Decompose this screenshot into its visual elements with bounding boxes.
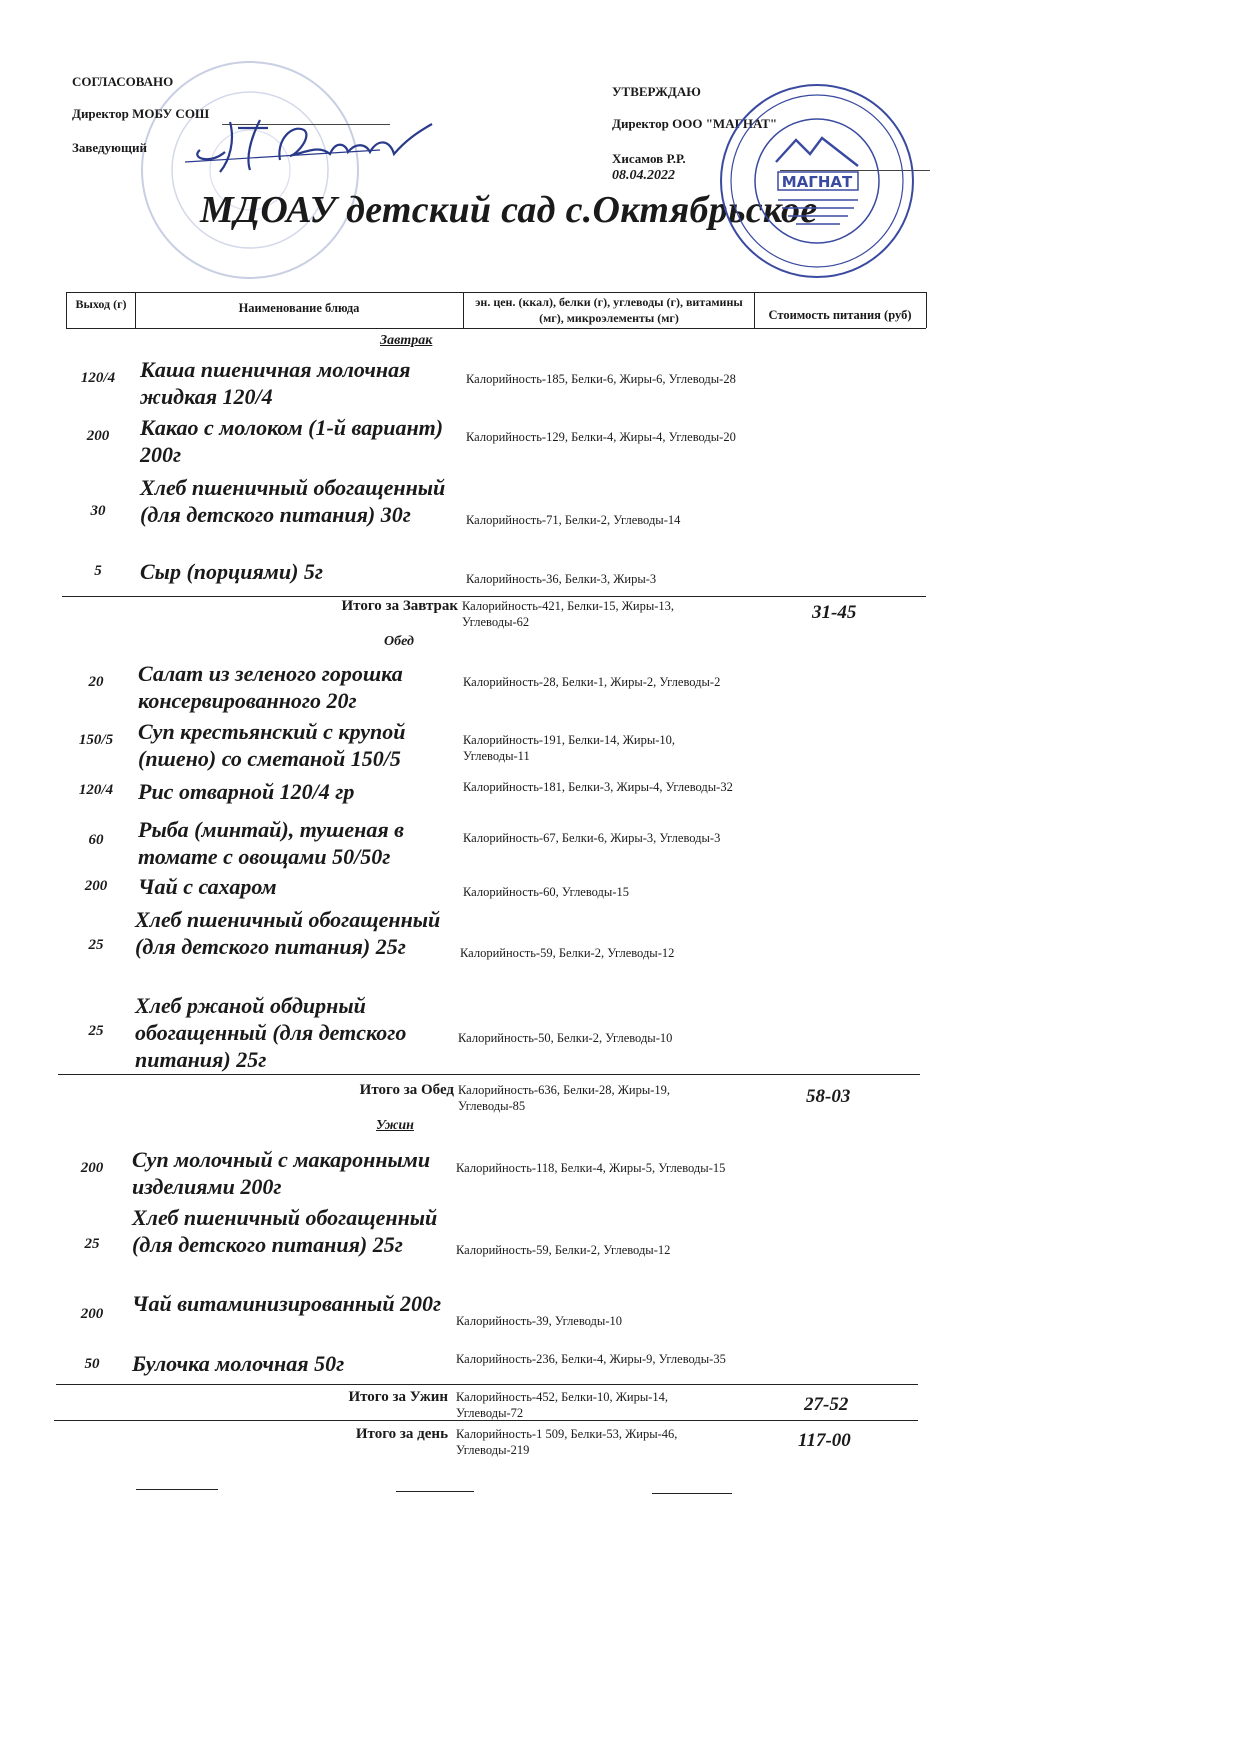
row-nutrition: Калорийность-60, Углеводы-15	[463, 885, 629, 899]
row-nutrition: Калорийность-59, Белки-2, Углеводы-12	[460, 946, 675, 960]
signature-line	[652, 1493, 732, 1494]
row-weight: 60	[88, 832, 104, 848]
total-cost: 58-03	[806, 1086, 851, 1107]
row-nutrition: Калорийность-59, Белки-2, Углеводы-12	[456, 1243, 671, 1257]
day-total-label: Итого за день	[355, 1426, 448, 1442]
row-weight: 50	[84, 1356, 100, 1372]
signature-line	[136, 1489, 218, 1490]
row-dish: Рис отварной 120/4 гр	[138, 779, 355, 804]
row-dish: Хлеб пшеничный обогащенный (для детского питания) 25г	[132, 1205, 438, 1257]
row-nutrition: Калорийность-129, Белки-4, Жиры-4, Углеводы-20	[466, 430, 736, 444]
row-weight: 25	[88, 1023, 104, 1039]
total-cost: 31-45	[812, 602, 857, 623]
day-total-cost: 117-00	[798, 1430, 851, 1451]
row-weight: 25	[88, 937, 104, 953]
handwritten-signature	[180, 110, 440, 180]
row-weight: 120/4	[80, 370, 116, 386]
section-title-breakfast: Завтрак	[380, 333, 433, 348]
row-dish: Хлеб ржаной обдирный обогащенный (для детского питания) 25г	[135, 993, 407, 1072]
row-dish: Салат из зеленого горошка консервированного 20г	[138, 661, 403, 713]
col-dish-header: Наименование блюда	[238, 301, 360, 315]
total-nutrition: Калорийность-421, Белки-15, Жиры-13, Углеводы-62	[462, 599, 675, 629]
total-nutrition: Калорийность-452, Белки-10, Жиры-14, Углеводы-72	[456, 1390, 669, 1420]
total-label: Итого за Ужин	[348, 1389, 448, 1405]
approval-date: 08.04.2022	[612, 168, 675, 183]
row-weight: 20	[88, 674, 104, 690]
row-dish: Хлеб пшеничный обогащенный (для детского питания) 25г	[135, 907, 441, 959]
row-weight: 200	[80, 1160, 104, 1176]
director-name: Хисамов Р.Р.	[612, 151, 686, 166]
row-weight: 150/5	[78, 732, 114, 748]
row-weight: 200	[84, 878, 108, 894]
company-stamp	[718, 82, 916, 280]
total-nutrition: Калорийность-636, Белки-28, Жиры-19, Углеводы-85	[458, 1083, 671, 1113]
row-nutrition: Калорийность-118, Белки-4, Жиры-5, Углеводы-15	[456, 1161, 726, 1175]
row-weight: 200	[80, 1306, 104, 1322]
row-nutrition: Калорийность-71, Белки-2, Углеводы-14	[466, 513, 681, 527]
row-nutrition: Калорийность-36, Белки-3, Жиры-3	[466, 572, 657, 586]
section-title-dinner: Ужин	[376, 1118, 414, 1133]
row-nutrition: Калорийность-28, Белки-1, Жиры-2, Углеводы-2	[463, 675, 721, 689]
row-weight: 200	[86, 428, 110, 444]
total-label: Итого за Завтрак	[341, 598, 458, 614]
row-dish: Какао с молоком (1-й вариант) 200г	[140, 415, 444, 467]
day-total-nutrition: Калорийность-1 509, Белки-53, Жиры-46, Углеводы-219	[456, 1427, 678, 1457]
row-weight: 120/4	[78, 782, 114, 798]
total-cost: 27-52	[804, 1394, 849, 1415]
row-dish: Сыр (порциями) 5г	[140, 559, 324, 584]
head-label: Заведующий	[72, 140, 147, 155]
col-cost-header: Стоимость питания (руб)	[768, 308, 912, 322]
row-dish: Суп крестьянский с крупой (пшено) со сметаной 150/5	[138, 719, 406, 771]
row-nutrition: Калорийность-67, Белки-6, Жиры-3, Углеводы-3	[463, 831, 721, 845]
signature-line	[396, 1491, 474, 1492]
row-nutrition: Калорийность-39, Углеводы-10	[456, 1314, 622, 1328]
stamp-lettering: МАГНАТ	[781, 173, 853, 191]
row-weight: 30	[90, 503, 106, 519]
row-dish: Чай витаминизированный 200г	[132, 1291, 442, 1316]
col-nutrition-header: эн. цен. (ккал), белки (г), углеводы (г), витамины (мг), микроэлементы (мг)	[475, 295, 743, 325]
row-dish: Хлеб пшеничный обогащенный (для детского питания) 30г	[140, 475, 446, 527]
row-nutrition: Калорийность-181, Белки-3, Жиры-4, Углеводы-32	[463, 780, 733, 794]
section-title-lunch: Обед	[384, 634, 414, 649]
row-nutrition: Калорийность-50, Белки-2, Углеводы-10	[458, 1031, 673, 1045]
row-nutrition: Калорийность-185, Белки-6, Жиры-6, Углеводы-28	[466, 372, 736, 386]
row-weight: 5	[94, 563, 102, 579]
row-dish: Булочка молочная 50г	[132, 1351, 345, 1376]
approved-label: СОГЛАСОВАНО	[72, 74, 174, 89]
col-weight-header: Выход (г)	[75, 297, 127, 311]
page-title: МДОАУ детский сад с.Октябрьское	[200, 189, 818, 231]
row-nutrition: Калорийность-236, Белки-4, Жиры-9, Углеводы-35	[456, 1352, 726, 1366]
row-weight: 25	[84, 1236, 100, 1252]
total-label: Итого за Обед	[359, 1082, 454, 1098]
row-dish: Суп молочный с макаронными изделиями 200г	[132, 1147, 431, 1199]
row-dish: Рыба (минтай), тушеная в томате с овощами 50/50г	[138, 817, 404, 869]
school-director-label: Директор МОБУ СОШ	[72, 106, 210, 121]
row-dish: Чай с сахаром	[138, 874, 277, 899]
company-director-label: Директор ООО "МАГНАТ"	[612, 116, 778, 131]
approve-label: УТВЕРЖДАЮ	[612, 84, 701, 99]
row-dish: Каша пшеничная молочная жидкая 120/4	[140, 357, 411, 409]
row-nutrition: Калорийность-191, Белки-14, Жиры-10, Углеводы-11	[463, 733, 676, 763]
